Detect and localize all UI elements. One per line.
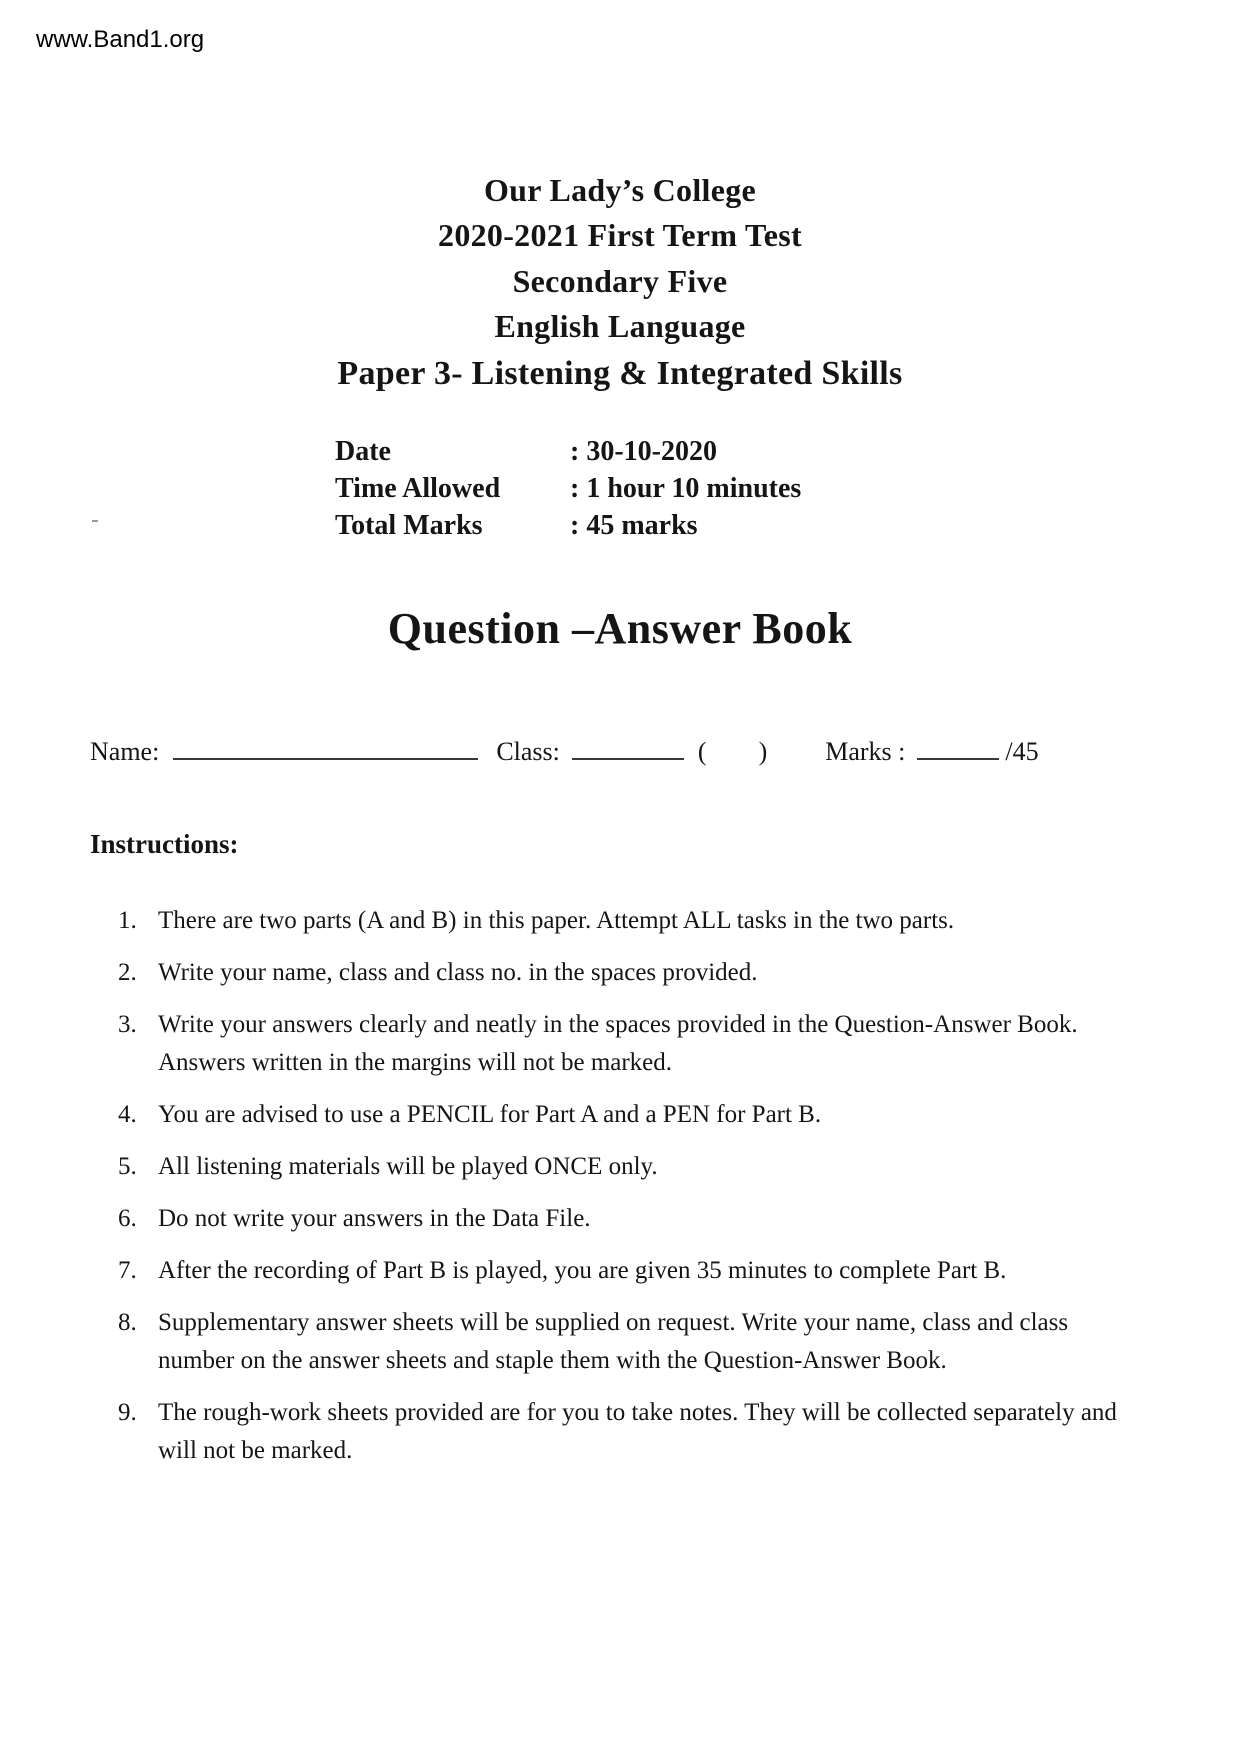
name-field-blank [173, 736, 478, 760]
marks-total: /45 [1005, 736, 1039, 766]
class-field-blank [572, 736, 684, 760]
school-name: Our Lady’s College [483, 172, 757, 208]
instruction-item-6: Do not write your answers in the Data File. [158, 1204, 591, 1232]
paper-title: Paper 3- Listening & Integrated Skills [337, 354, 903, 392]
marks-field-blank [917, 736, 999, 760]
instruction-item-8: Supplementary answer sheets will be supplied on request. Write your name, class and class number on the answer sheets and staple them with the Question-Answer Book. [158, 1308, 1069, 1374]
total-marks-label: Total Marks [335, 509, 483, 541]
form-level: Secondary Five [512, 262, 728, 299]
class-number-paren-close: ) [758, 736, 768, 766]
date-label: Date [335, 436, 391, 468]
student-fields-row [90, 736, 1160, 767]
date-value: : 30-10-2020 [570, 436, 717, 468]
total-marks-value: : 45 marks [570, 509, 698, 541]
subject: English Language [494, 308, 746, 345]
time-allowed-label: Time Allowed [335, 472, 501, 504]
name-label: Name: [90, 736, 160, 766]
watermark-url: www.Band1.org [36, 26, 205, 53]
instruction-item-5: All listening materials will be played ONCE only. [158, 1152, 658, 1180]
instruction-item-3: Write your answers clearly and neatly in the spaces provided in the Question-Answer Book. Answers written in the margins will not be marked. [158, 1010, 1078, 1076]
test-term: 2020-2021 First Term Test [438, 217, 802, 254]
class-label: Class: [496, 736, 560, 766]
class-number-paren-open: ( [697, 736, 707, 766]
meta-row-time-allowed [335, 471, 895, 508]
instruction-item-7: After the recording of Part B is played, you are given 35 minutes to complete Part B. [158, 1256, 1007, 1284]
exam-meta-block [335, 434, 895, 545]
title-block [0, 0, 1240, 398]
instruction-item-9: The rough-work sheets provided are for you to take notes. They will be collected separately and will not be marked. [158, 1398, 1117, 1464]
meta-row-total-marks [335, 508, 895, 545]
meta-row-date [335, 434, 895, 471]
instructions-heading: Instructions: [90, 828, 239, 859]
marks-label: Marks : [825, 736, 906, 766]
time-allowed-value: : 1 hour 10 minutes [570, 472, 802, 504]
instructions-list [0, 902, 1145, 1470]
question-answer-book-title: Question –Answer Book [387, 603, 853, 653]
instruction-item-1: There are two parts (A and B) in this paper. Attempt ALL tasks in the two parts. [158, 906, 955, 934]
scan-artifact [92, 520, 98, 522]
instruction-item-4: You are advised to use a PENCIL for Part A and a PEN for Part B. [158, 1100, 822, 1128]
instruction-item-2: Write your name, class and class no. in the spaces provided. [158, 958, 758, 986]
